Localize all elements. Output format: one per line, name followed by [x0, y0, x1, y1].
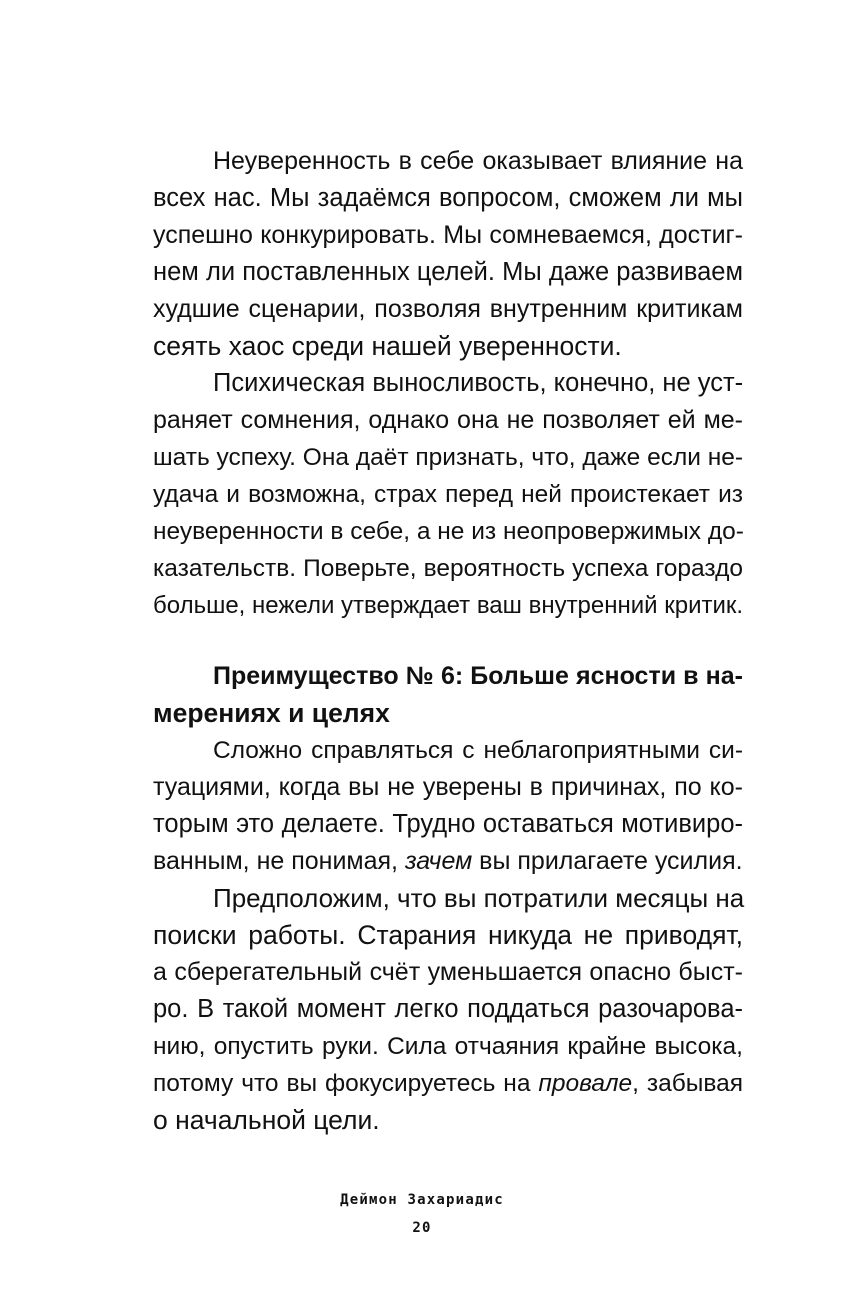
text-line: Сложно справляться с неблагоприятными си-	[213, 737, 743, 764]
text-line: торым это делаете. Трудно оставаться мотивиро-	[153, 810, 743, 838]
section-heading: мерениях и целях	[153, 698, 390, 728]
text-line: нем ли поставленных целей. Мы даже развиваем	[153, 258, 743, 286]
text-line	[153, 1065, 743, 1102]
page-number: 20	[412, 1220, 432, 1236]
text-line: Предположим, что вы потратили месяцы на	[213, 883, 745, 913]
text-line: раняет сомнения, однако она не позволяет ей ме-	[153, 406, 743, 434]
text-line: ро. В такой момент легко поддаться разочарова-	[153, 995, 743, 1023]
text-run: , забывая	[632, 1070, 744, 1097]
italic-emphasis: зачем	[404, 847, 473, 875]
text-line: нию, опустить руки. Сила отчаяния крайне высока,	[153, 1033, 743, 1060]
text-line: о начальной цели.	[153, 1105, 380, 1135]
section-heading: Преимущество № 6: Больше ясности в на-	[213, 662, 743, 690]
text-line: а сберегательный счёт уменьшается опасно быст-	[153, 958, 743, 986]
text-line: худшие сценарии, позволяя внутренним критикам	[153, 295, 743, 323]
text-line: сеять хаос среди нашей уверенности.	[153, 331, 622, 361]
text-line: шать успеху. Она даёт признать, что, даже если не-	[153, 444, 744, 471]
text-line: больше, нежели утверждает ваш внутренний критик.	[153, 592, 744, 619]
italic-emphasis: провале	[538, 1070, 633, 1097]
text-line: неуверенности в себе, а не из неопровержимых до-	[153, 518, 744, 545]
text-line: Неуверенность в себе оказывает влияние на	[213, 147, 743, 175]
text-line: Психическая выносливость, конечно, не уст-	[213, 369, 744, 397]
text-run: вы прилагаете усилия.	[472, 847, 743, 875]
text-line: удача и возможна, страх перед ней проистекает из	[153, 481, 743, 508]
text-line: всех нас. Мы задаёмся вопросом, сможем ли мы	[153, 184, 743, 212]
text-run: потому что вы фокусируетесь на	[153, 1070, 539, 1097]
text-line: казательств. Поверьте, вероятность успеха гораздо	[153, 555, 743, 582]
text-line: успешно конкурировать. Мы сомневаемся, достиг-	[153, 221, 743, 249]
text-run: ванным, не понимая,	[153, 847, 405, 875]
text-line: поиски работы. Старания никуда не приводят,	[153, 920, 743, 950]
text-line	[153, 843, 743, 880]
text-line: туациями, когда вы не уверены в причинах, по ко-	[153, 773, 743, 801]
running-footer-author: Деймон Захариадис	[340, 1192, 504, 1208]
